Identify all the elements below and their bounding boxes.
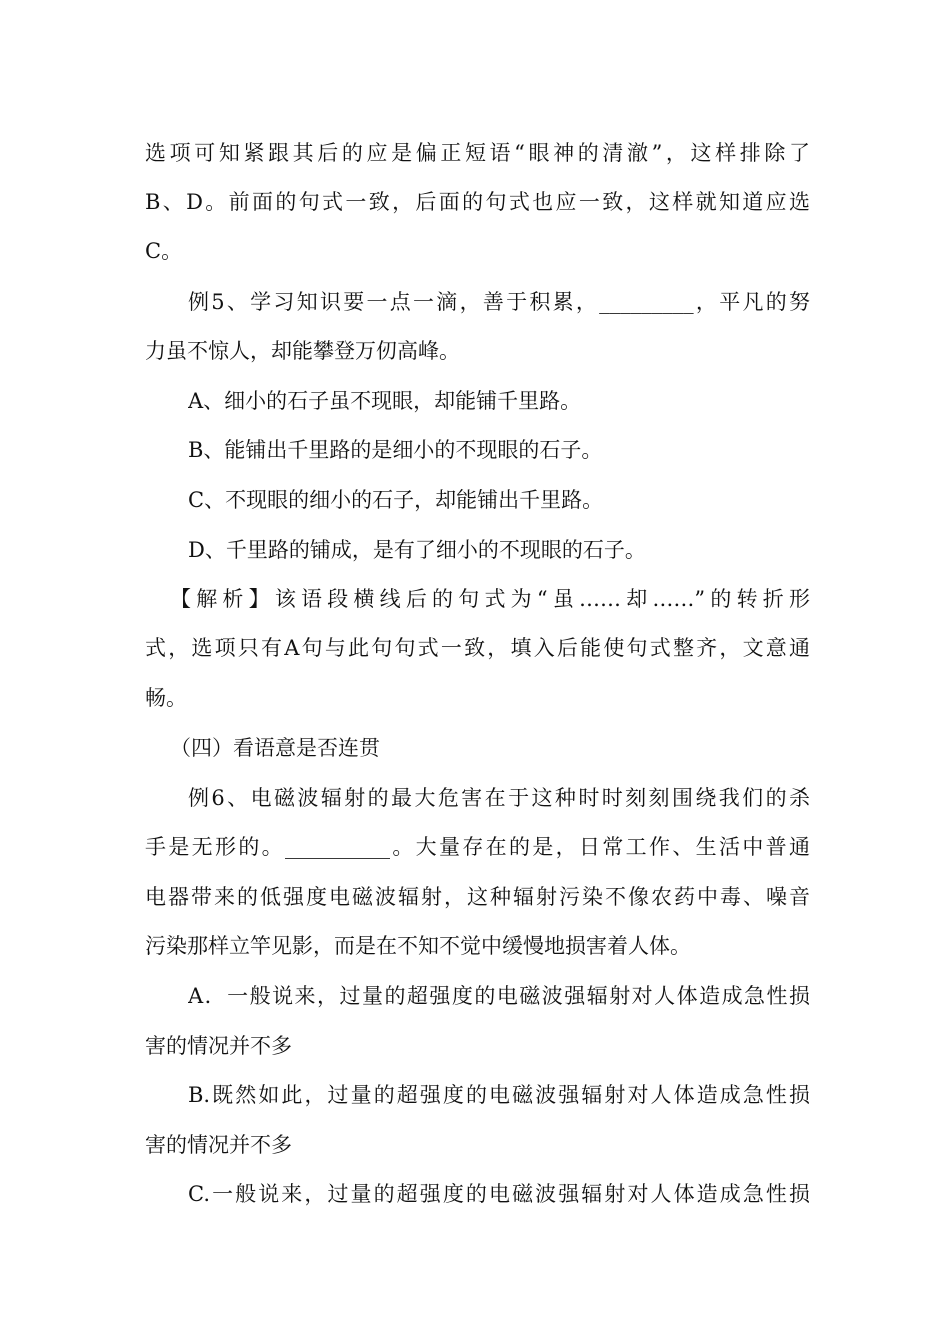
paragraph-line: C。 bbox=[145, 239, 183, 263]
option-a: A、细小的石子虽不现眼，却能铺千里路。 bbox=[188, 389, 582, 413]
section-heading: （四）看语意是否连贯 bbox=[170, 736, 380, 760]
option-b: B、能铺出千里路的是细小的不现眼的石子。 bbox=[188, 438, 603, 462]
option-a: A．一般说来，过量的超强度的电磁波强辐射对人体造成急性损 bbox=[188, 984, 810, 1008]
option-b: B.既然如此，过量的超强度的电磁波强辐射对人体造成急性损 bbox=[188, 1083, 810, 1107]
example-5-question-line: 例5、学习知识要一点一滴，善于积累，_________，平凡的努 bbox=[188, 290, 810, 314]
option-c: C.一般说来，过量的超强度的电磁波强辐射对人体造成急性损 bbox=[188, 1182, 810, 1206]
analysis-line: 【解析】该语段横线后的句式为“虽……却……”的转折形 bbox=[170, 587, 810, 611]
example-6-question-line: 例6、电磁波辐射的最大危害在于这种时时刻刻围绕我们的杀 bbox=[188, 786, 810, 810]
example-6-question-line: 手是无形的。__________。大量存在的是，日常工作、生活中普通 bbox=[145, 835, 810, 859]
option-b-continued: 害的情况并不多 bbox=[145, 1133, 292, 1157]
option-c: C、不现眼的细小的石子，却能铺出千里路。 bbox=[188, 488, 604, 512]
paragraph-line: B、D。前面的句式一致，后面的句式也应一致，这样就知道应选 bbox=[145, 190, 810, 214]
paragraph-line: 选项可知紧跟其后的应是偏正短语“眼神的清澈”，这样排除了 bbox=[145, 141, 810, 165]
analysis-line: 畅。 bbox=[145, 686, 187, 710]
option-d: D、千里路的铺成，是有了细小的不现眼的石子。 bbox=[188, 538, 646, 562]
example-5-question-line: 力虽不惊人，却能攀登万仞高峰。 bbox=[145, 339, 460, 363]
option-a-continued: 害的情况并不多 bbox=[145, 1034, 292, 1058]
example-6-question-line: 污染那样立竿见影，而是在不知不觉中缓慢地损害着人体。 bbox=[145, 934, 691, 958]
example-6-question-line: 电器带来的低强度电磁波辐射，这种辐射污染不像农药中毒、噪音 bbox=[145, 885, 810, 909]
analysis-line: 式，选项只有A句与此句句式一致，填入后能使句式整齐，文意通 bbox=[145, 636, 810, 660]
